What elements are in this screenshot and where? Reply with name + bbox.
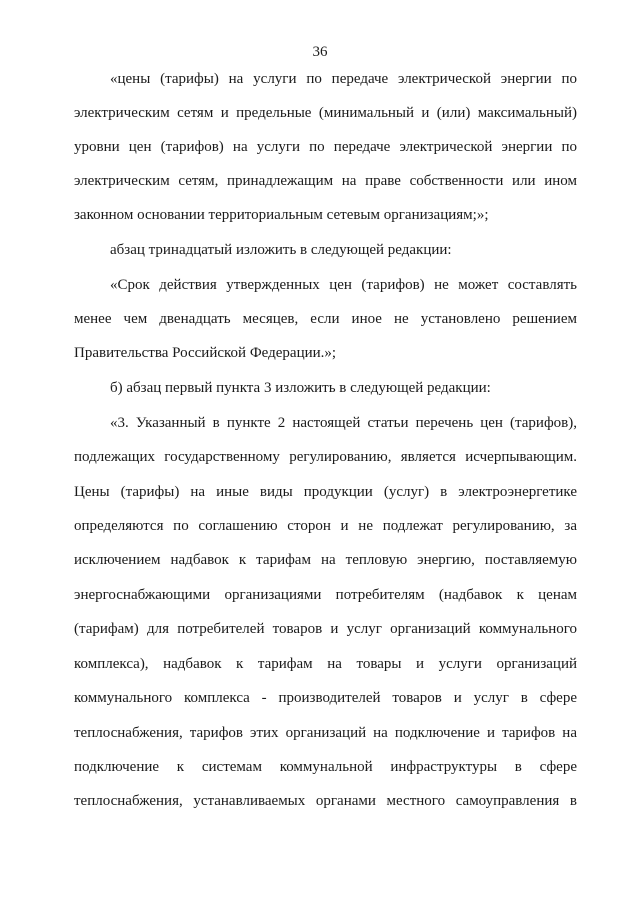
text-line: абзац тринадцатый изложить в следующей редакции: (110, 242, 452, 258)
text-line: комплекса), надбавок к тарифам на товары и услуги организаций (74, 656, 577, 672)
text-line: Правительства Российской Федерации.»; (74, 345, 337, 361)
text-line: коммунального комплекса - производителей товаров и услуг в сфере (74, 690, 577, 706)
text-line: электрическим сетям, принадлежащим на праве собственности или ином (74, 173, 577, 189)
text-line: б) абзац первый пункта 3 изложить в следующей редакции: (110, 380, 491, 396)
text-line: теплоснабжения, тарифов этих организаций на подключение и тарифов на (74, 725, 577, 741)
text-line: исключением надбавок к тарифам на тепловую энергию, поставляемую (74, 552, 577, 568)
text-line: определяются по соглашению сторон и не подлежат регулированию, за (74, 518, 577, 534)
text-line: законном основании территориальным сетевым организациям;»; (74, 207, 489, 223)
text-line: (тарифам) для потребителей товаров и услуг организаций коммунального (74, 621, 577, 637)
text-line: уровни цен (тарифов) на услуги по передаче электрической энергии по (74, 139, 577, 155)
text-line: электрическим сетям и предельные (минимальный и (или) максимальный) (74, 105, 577, 121)
text-line: «3. Указанный в пункте 2 настоящей статьи перечень цен (тарифов), (110, 415, 577, 431)
text-line: менее чем двенадцать месяцев, если иное не установлено решением (74, 311, 577, 327)
text-line: теплоснабжения, устанавливаемых органами местного самоуправления в (74, 793, 577, 809)
text-line: Цены (тарифы) на иные виды продукции (услуг) в электроэнергетике (74, 484, 577, 500)
text-line: подключение к системам коммунальной инфраструктуры в сфере (74, 759, 577, 775)
text-line: «Срок действия утвержденных цен (тарифов) не может составлять (110, 277, 577, 293)
page-number: 36 (312, 44, 328, 60)
text-line: подлежащих государственному регулированию, является исчерпывающим. (74, 449, 577, 465)
text-line: энергоснабжающими организациями потребителям (надбавок к ценам (74, 587, 577, 603)
text-line: «цены (тарифы) на услуги по передаче электрической энергии по (110, 71, 577, 87)
